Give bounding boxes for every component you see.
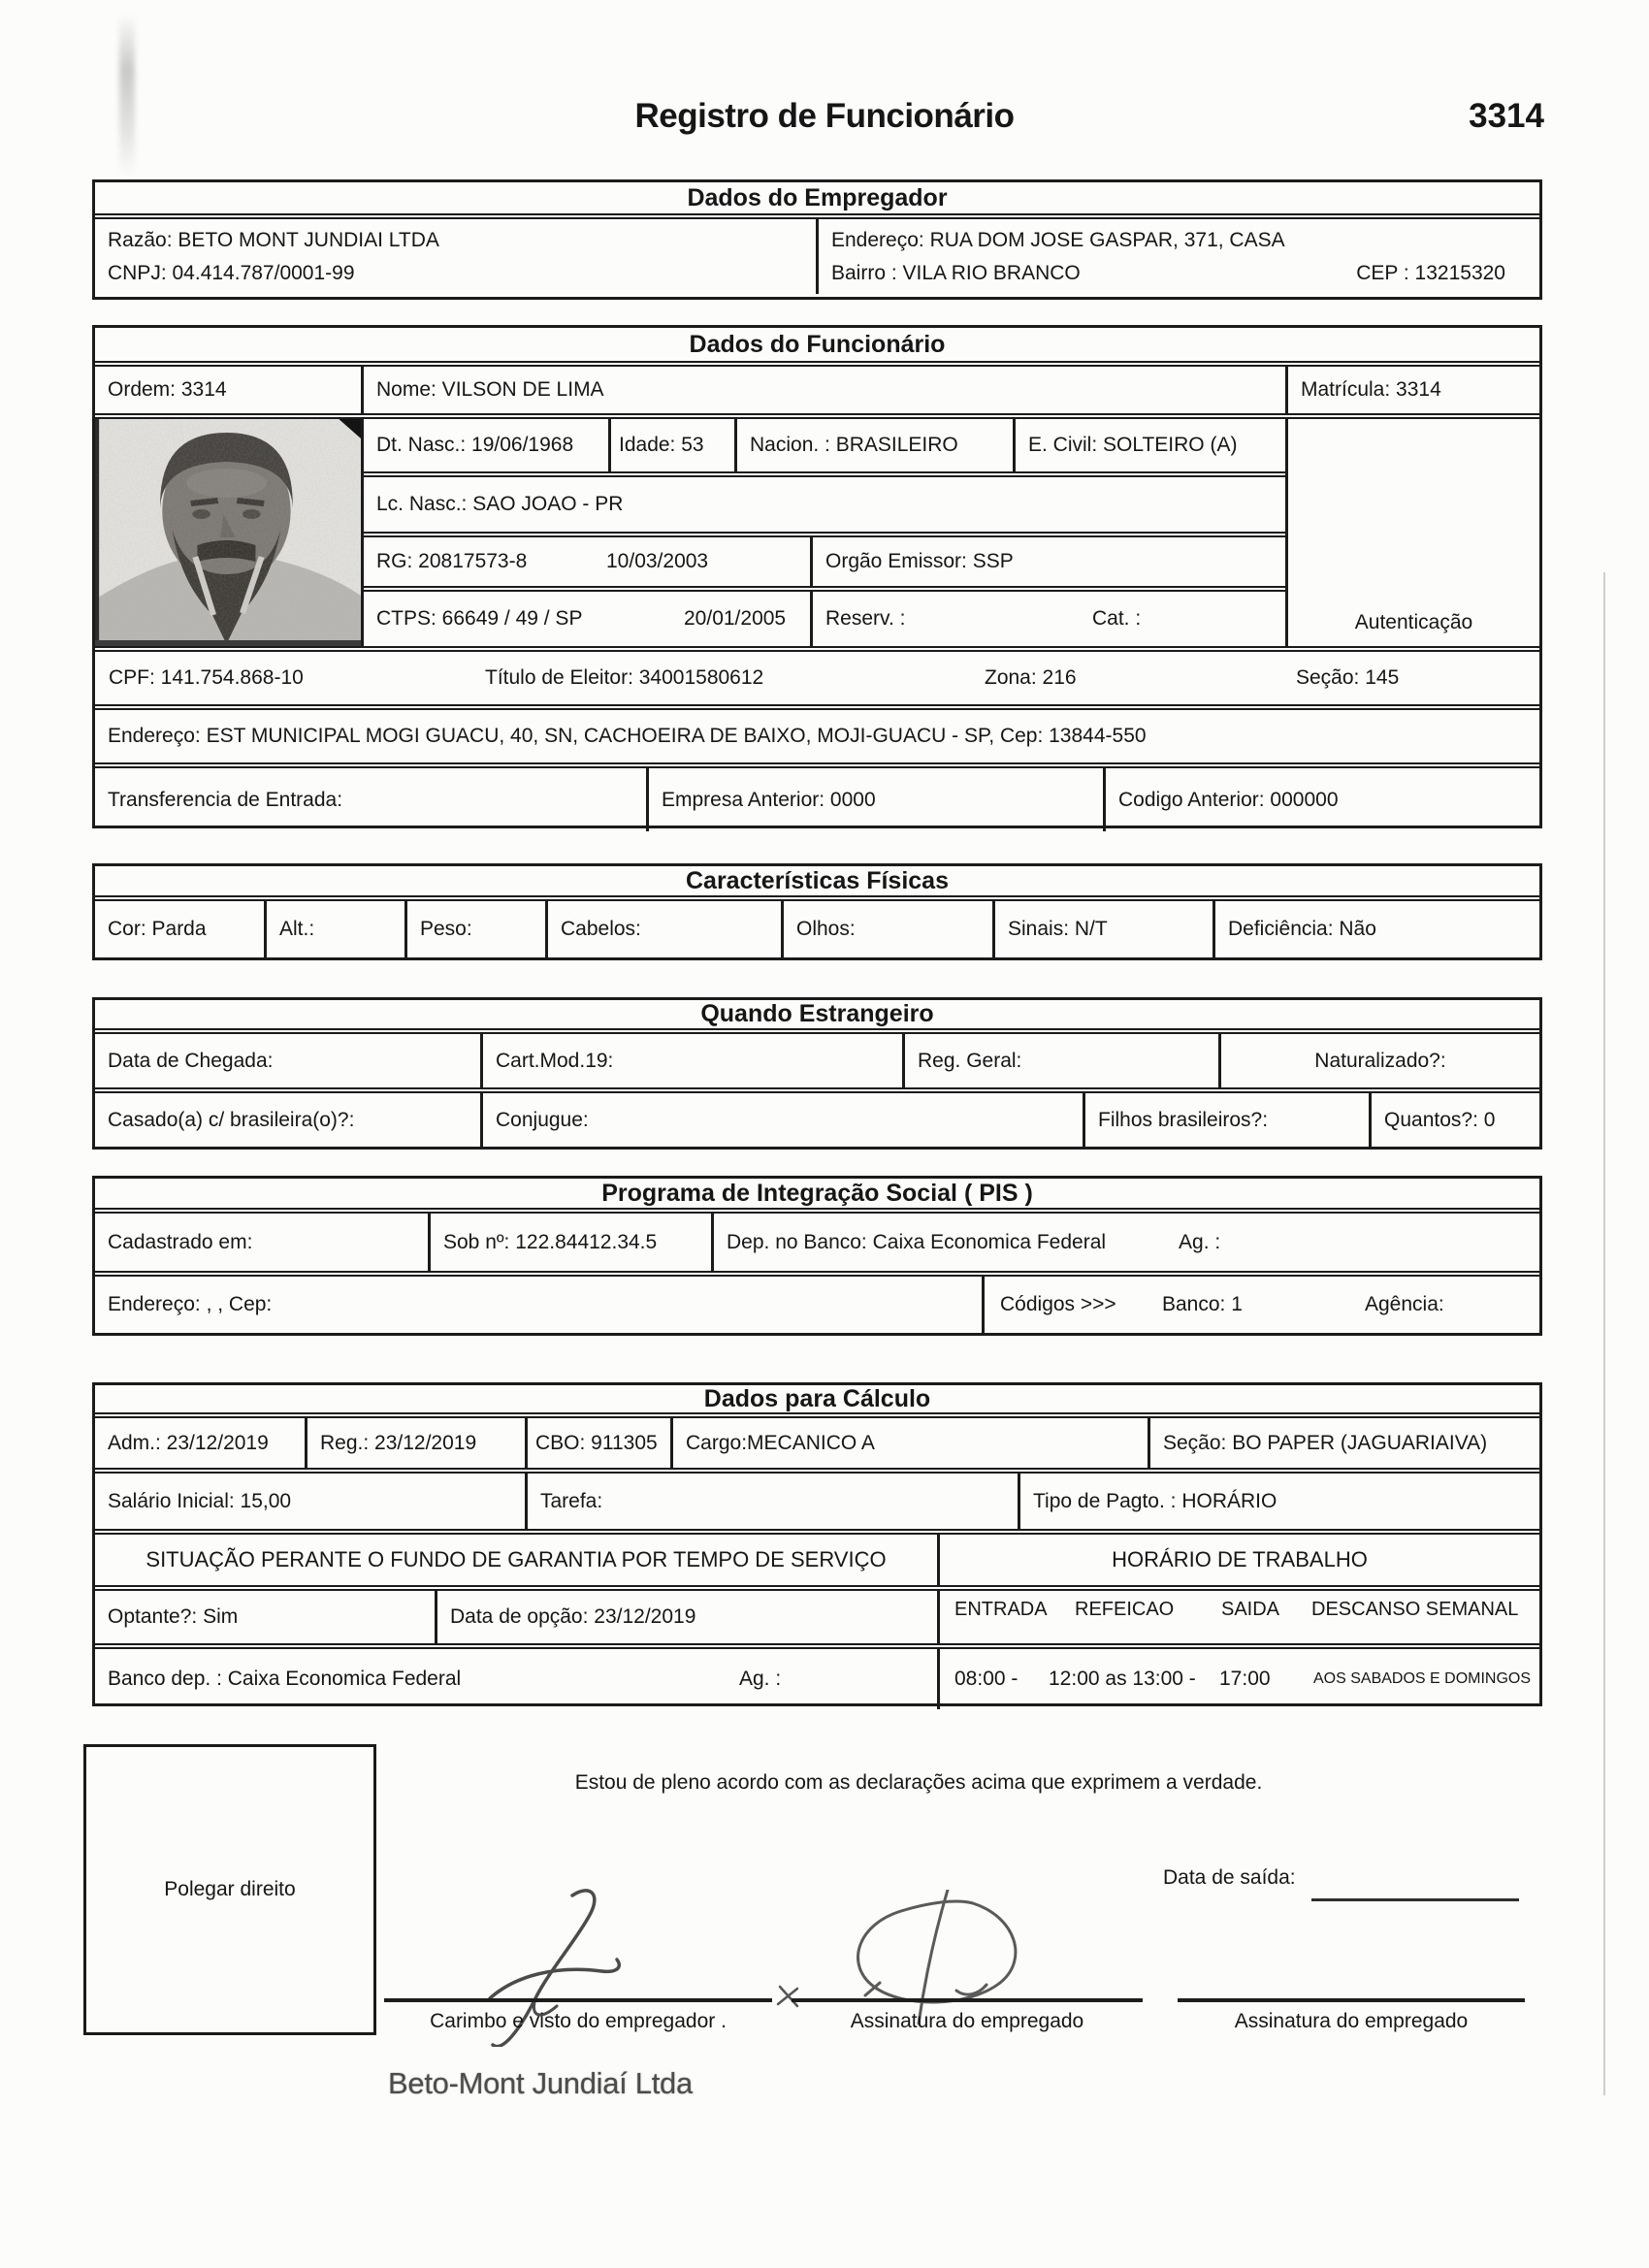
employer-left-cell bbox=[95, 219, 819, 294]
field-orgao-emissor: Orgão Emissor: SSP bbox=[825, 549, 1014, 572]
signature-line-empregado-2 bbox=[1178, 1998, 1525, 2002]
field-alt: Alt.: bbox=[267, 901, 407, 957]
section-header-empregador: Dados do Empregador bbox=[95, 182, 1539, 219]
field-ctps: CTPS: 66649 / 49 / SP 20/01/2005 bbox=[364, 592, 813, 646]
schedule-columns-header bbox=[940, 1591, 1539, 1643]
assinatura-label-2: Assinatura do empregado bbox=[1234, 2010, 1469, 2032]
employer-right-cell bbox=[819, 219, 1539, 294]
field-conjugue: Conjugue: bbox=[483, 1093, 1085, 1147]
section-dados-funcionario bbox=[92, 325, 1542, 828]
field-olhos: Olhos: bbox=[784, 901, 995, 957]
field-cor: Cor: Parda bbox=[95, 901, 267, 957]
field-cnpj: CNPJ: 04.414.787/0001-99 bbox=[108, 261, 355, 284]
field-pis-endereco: Endereço: , , Cep: bbox=[95, 1277, 985, 1333]
value-descanso: AOS SABADOS E DOMINGOS bbox=[1313, 1670, 1532, 1687]
polegar-label: Polegar direito bbox=[164, 1878, 296, 1900]
field-tipo-pagto: Tipo de Pagto. : HORÁRIO bbox=[1033, 1489, 1277, 1512]
field-data-chegada: Data de Chegada: bbox=[95, 1034, 483, 1087]
field-sob-no: Sob nº: 122.84412.34.5 bbox=[431, 1214, 714, 1271]
employee-photo bbox=[95, 419, 364, 646]
section-header-calculo: Dados para Cálculo bbox=[95, 1385, 1539, 1418]
schedule-values bbox=[940, 1649, 1539, 1709]
field-filhos: Filhos brasileiros?: bbox=[1085, 1093, 1372, 1147]
field-cargo: Cargo:MECANICO A bbox=[673, 1418, 1150, 1468]
section-pis bbox=[92, 1176, 1542, 1336]
fgts-header: SITUAÇÃO PERANTE O FUNDO DE GARANTIA POR TEMPO DE SERVIÇO bbox=[95, 1535, 940, 1585]
field-nacionalidade: Nacion. : BRASILEIRO bbox=[737, 419, 1016, 471]
field-cart-mod: Cart.Mod.19: bbox=[483, 1034, 905, 1087]
employee-signature bbox=[829, 1890, 1038, 2025]
field-secao-calculo: Seção: BO PAPER (JAGUARIAIVA) bbox=[1163, 1431, 1488, 1454]
field-ordem: Ordem: 3314 bbox=[95, 367, 364, 413]
field-tarefa: Tarefa: bbox=[528, 1474, 1020, 1529]
field-zona: Zona: 216 bbox=[985, 666, 1077, 689]
row-cpf bbox=[95, 652, 1539, 704]
field-secao: Seção: 145 bbox=[1296, 666, 1400, 689]
field-titulo-eleitor: Título de Eleitor: 34001580612 bbox=[485, 666, 764, 689]
field-pis-ag: Ag. : bbox=[1179, 1230, 1221, 1253]
field-reg: Reg.: 23/12/2019 bbox=[307, 1418, 528, 1468]
field-quantos: Quantos?: 0 bbox=[1384, 1108, 1496, 1131]
section-header-funcionario: Dados do Funcionário bbox=[95, 328, 1539, 367]
field-rg-data: 10/03/2003 bbox=[606, 549, 709, 572]
assinatura-label-1: Assinatura do empregado bbox=[850, 2010, 1084, 2032]
data-saida-blank-line bbox=[1311, 1898, 1519, 1901]
field-pis-agencia: Agência: bbox=[1365, 1293, 1444, 1315]
field-cep: CEP : 13215320 bbox=[1356, 261, 1505, 284]
signature-line-carimbo bbox=[384, 1998, 772, 2002]
field-autenticacao: Autenticação bbox=[1354, 611, 1473, 633]
field-nome: Nome: VILSON DE LIMA bbox=[364, 367, 1288, 413]
scan-edge-line bbox=[1603, 572, 1605, 2095]
field-optante: Optante?: Sim bbox=[95, 1591, 437, 1643]
section-header-estrangeiro: Quando Estrangeiro bbox=[95, 1000, 1539, 1034]
field-rg: RG: 20817573-8 10/03/2003 bbox=[364, 537, 813, 586]
value-saida: 17:00 bbox=[1219, 1668, 1271, 1690]
field-transferencia: Transferencia de Entrada: bbox=[95, 768, 649, 831]
field-reg-geral: Reg. Geral: bbox=[905, 1034, 1221, 1087]
field-banco-dep: Banco dep. : Caixa Economica Federal Ag. : bbox=[95, 1649, 940, 1709]
value-refeicao: 12:00 as 13:00 - bbox=[1049, 1668, 1196, 1690]
field-casado: Casado(a) c/ brasileira(o)?: bbox=[95, 1093, 483, 1147]
col-entrada: ENTRADA bbox=[954, 1599, 1048, 1620]
field-cat: Cat. : bbox=[1092, 606, 1142, 630]
field-dep-banco: Dep. no Banco: Caixa Economica Federal Ag. : bbox=[727, 1230, 1221, 1253]
field-dt-nasc: Dt. Nasc.: 19/06/1968 bbox=[364, 419, 611, 471]
field-salario-inicial: Salário Inicial: 15,00 bbox=[95, 1474, 528, 1529]
field-endereco-funcionario: Endereço: EST MUNICIPAL MOGI GUACU, 40, SN, CACHOEIRA DE BAIXO, MOJI-GUACU - SP, Cep: 13844-550 bbox=[108, 725, 1147, 747]
field-naturalizado: Naturalizado?: bbox=[1314, 1049, 1446, 1072]
field-adm: Adm.: 23/12/2019 bbox=[95, 1418, 307, 1468]
field-calculo-ag: Ag. : bbox=[739, 1668, 782, 1690]
col-saida: SAIDA bbox=[1221, 1599, 1280, 1620]
section-dados-empregador bbox=[92, 179, 1542, 300]
section-quando-estrangeiro bbox=[92, 997, 1542, 1150]
field-ctps-data: 20/01/2005 bbox=[684, 606, 787, 630]
page-title: Registro de Funcionário bbox=[634, 97, 1015, 135]
field-empresa-anterior: Empresa Anterior: 0000 bbox=[649, 768, 1106, 831]
section-caracteristicas-fisicas bbox=[92, 863, 1542, 960]
value-entrada: 08:00 - bbox=[954, 1668, 1018, 1690]
field-deficiencia: Deficiência: Não bbox=[1228, 918, 1376, 940]
page-number: 3314 bbox=[1469, 97, 1544, 135]
field-reserv: Reserv. : Cat. : bbox=[825, 606, 1142, 630]
col-descanso: DESCANSO SEMANAL bbox=[1311, 1599, 1519, 1620]
field-endereco-empregador: Endereço: RUA DOM JOSE GASPAR, 371, CASA bbox=[831, 228, 1285, 251]
section-header-pis: Programa de Integração Social ( PIS ) bbox=[95, 1179, 1539, 1214]
right-thumb-box bbox=[83, 1744, 376, 2035]
field-razao: Razão: BETO MONT JUNDIAI LTDA bbox=[108, 228, 439, 251]
field-codigo-anterior: Codigo Anterior: 000000 bbox=[1118, 788, 1339, 811]
horario-trabalho-header: HORÁRIO DE TRABALHO bbox=[1112, 1547, 1368, 1571]
field-bairro: Bairro : VILA RIO BRANCO bbox=[831, 261, 1081, 284]
field-cadastrado-em: Cadastrado em: bbox=[95, 1214, 431, 1271]
scan-smudge-artifact bbox=[119, 14, 135, 177]
field-estado-civil: E. Civil: SOLTEIRO (A) bbox=[1028, 434, 1238, 457]
field-codigos: Códigos >>> Banco: 1 Agência: bbox=[1000, 1293, 1444, 1315]
company-stamp-text: Beto-Mont Jundiaí Ltda bbox=[388, 2066, 693, 2100]
section-header-fisicas: Características Físicas bbox=[95, 866, 1539, 901]
carimbo-label: Carimbo e visto do empregador . bbox=[430, 2010, 727, 2032]
signature-line-empregado-1 bbox=[792, 1998, 1143, 2002]
field-cpf: CPF: 141.754.868-10 bbox=[109, 666, 304, 689]
x-mark bbox=[774, 1981, 803, 2010]
field-matricula: Matrícula: 3314 bbox=[1301, 378, 1441, 401]
field-cbo: CBO: 911305 bbox=[528, 1418, 673, 1468]
field-sinais: Sinais: N/T bbox=[995, 901, 1215, 957]
field-pis-banco: Banco: 1 bbox=[1162, 1293, 1243, 1315]
col-refeicao: REFEICAO bbox=[1075, 1599, 1175, 1620]
field-idade: Idade: 53 bbox=[611, 419, 737, 471]
field-peso: Peso: bbox=[407, 901, 548, 957]
field-cabelos: Cabelos: bbox=[548, 901, 784, 957]
employee-photo-image bbox=[95, 419, 361, 646]
section-dados-calculo bbox=[92, 1382, 1542, 1706]
field-lc-nasc: Lc. Nasc.: SAO JOAO - PR bbox=[376, 493, 624, 516]
field-data-opcao: Data de opção: 23/12/2019 bbox=[437, 1591, 940, 1643]
data-saida-label: Data de saída: bbox=[1163, 1866, 1296, 1889]
declaration-text: Estou de pleno acordo com as declarações acima que exprimem a verdade. bbox=[574, 1771, 1263, 1794]
